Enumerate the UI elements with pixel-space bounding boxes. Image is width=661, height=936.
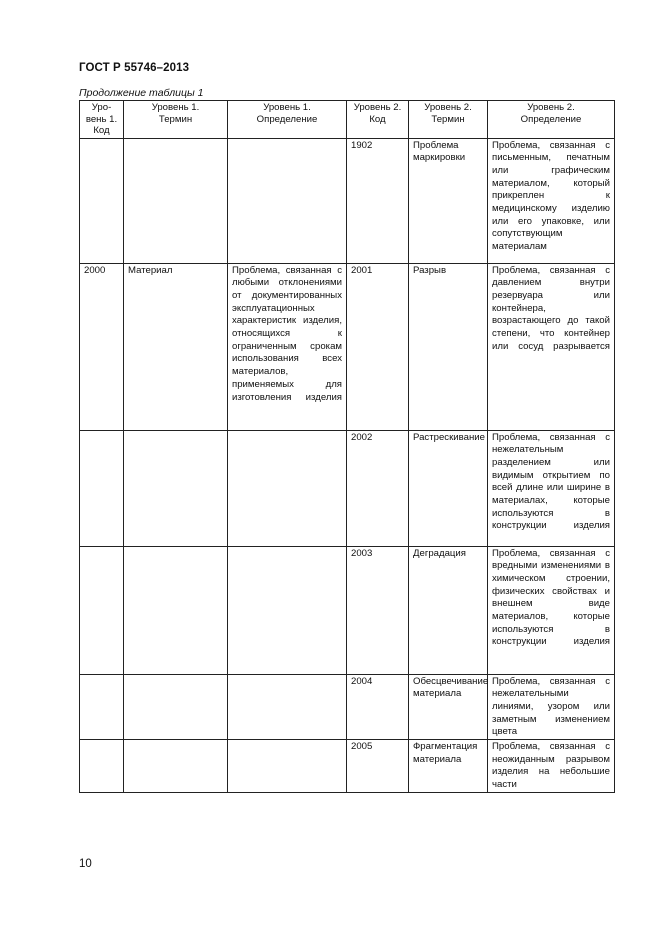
l1-term-cell: [124, 138, 228, 263]
l2-code-cell: 2003: [347, 546, 409, 674]
l1-code-cell: [80, 546, 124, 674]
l2-term-cell: Растрескивание: [409, 430, 488, 546]
l2-code-cell: 2001: [347, 263, 409, 430]
l1-definition-cell: [228, 138, 347, 263]
l1-code-cell: [80, 430, 124, 546]
l2-term-cell: Деградация: [409, 546, 488, 674]
l1-term-cell: [124, 546, 228, 674]
l1-code-cell: [80, 138, 124, 263]
l2-definition-cell: Проблема, связанная с давлением внутри резервуара или контейнера, возрастающего до такой степени, что контейнер или сосуд разрывается: [488, 263, 615, 430]
l1-term-cell: Материал: [124, 263, 228, 430]
table-row: [80, 138, 615, 263]
l2-code-cell: 2002: [347, 430, 409, 546]
l1-definition-cell: [228, 740, 347, 793]
l1-definition-cell: [228, 674, 347, 740]
l2-definition-cell: Проблема, связанная с нежелательными линиями, узором или заметным изменением цвета: [488, 674, 615, 740]
l1-definition-cell: [228, 430, 347, 546]
l1-term-cell: [124, 740, 228, 793]
l2-term-cell: Фрагментация материала: [409, 740, 488, 793]
l2-definition-cell: Проблема, связанная с нежелательным разделением или видимым открытием по всей длине или ширине в материалах, которые используются в конструкции изделия: [488, 430, 615, 546]
l2-term-cell: Разрыв: [409, 263, 488, 430]
table-row: [80, 430, 615, 546]
header-l1-definition: Уровень 1. Определение: [228, 101, 347, 139]
table-row: [80, 740, 615, 793]
l2-definition-cell: Проблема, связанная с вредными изменениями в химическом строении, физических свойствах и внешнем виде материалов, которые используются в конструкции изделия: [488, 546, 615, 674]
header-l1-code: Уро- вень 1. Код: [80, 101, 124, 139]
header-l2-definition: Уровень 2. Определение: [488, 101, 615, 139]
header-l2-code: Уровень 2. Код: [347, 101, 409, 139]
terms-table: [79, 100, 615, 793]
l2-definition-cell: Проблема, связанная с неожиданным разрывом изделия на небольшие части: [488, 740, 615, 793]
table-header-row: [80, 101, 615, 139]
l2-term-cell: Обесцвечивание материала: [409, 674, 488, 740]
l1-code-cell: [80, 674, 124, 740]
l1-definition-cell: [228, 546, 347, 674]
l2-code-cell: 1902: [347, 138, 409, 263]
table-row: [80, 546, 615, 674]
page-number: 10: [79, 858, 92, 870]
l1-code-cell: 2000: [80, 263, 124, 430]
l1-code-cell: [80, 740, 124, 793]
l1-term-cell: [124, 674, 228, 740]
header-l1-term: Уровень 1. Термин: [124, 101, 228, 139]
header-l2-term: Уровень 2. Термин: [409, 101, 488, 139]
l2-term-cell: Проблема маркировки: [409, 138, 488, 263]
standard-number: ГОСТ Р 55746–2013: [79, 62, 190, 74]
l2-code-cell: 2005: [347, 740, 409, 793]
l2-definition-cell: Проблема, связанная с письменным, печатным или графическим материалом, который прикреплен к медицинскому изделию или его упаковке, или сопутствующим материалам: [488, 138, 615, 263]
l2-code-cell: 2004: [347, 674, 409, 740]
table-caption: Продолжение таблицы 1: [79, 87, 204, 99]
l1-definition-cell: Проблема, связанная с любыми отклонениями от документированных эксплуатационных характеристик изделия, относящихся к ограниченным срокам использования всех материалов, применяемых для изготовления изделия: [228, 263, 347, 430]
table-row: [80, 263, 615, 430]
l1-term-cell: [124, 430, 228, 546]
table-row: [80, 674, 615, 740]
